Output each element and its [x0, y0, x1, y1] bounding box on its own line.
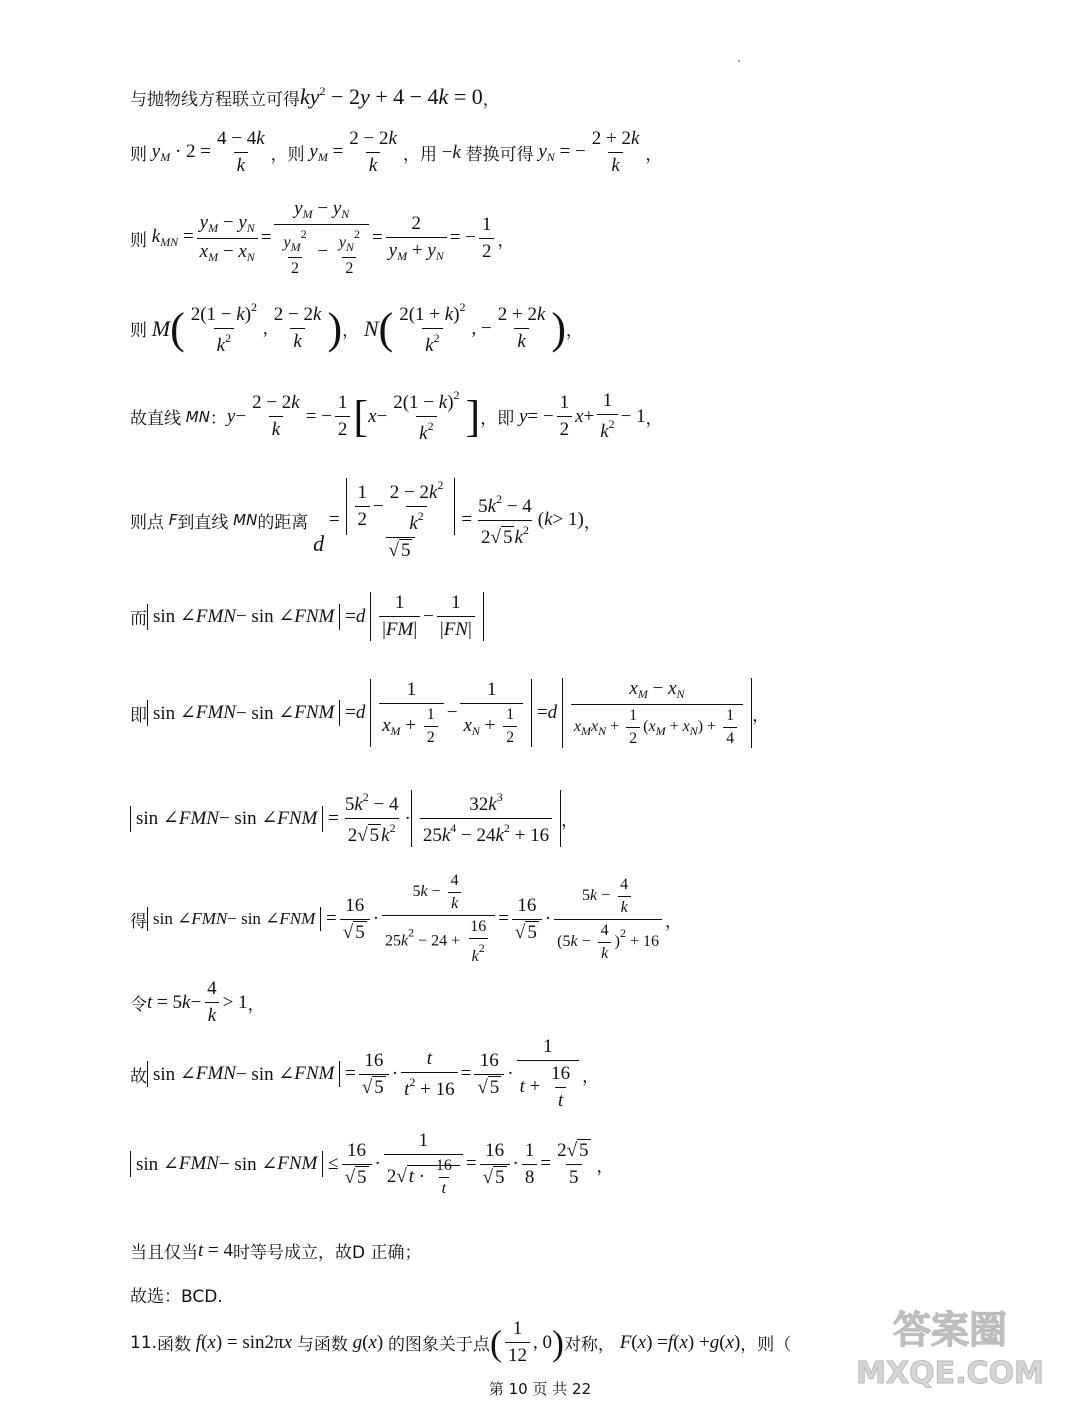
solution-line-15	[130, 1282, 223, 1307]
text: 的距离	[257, 512, 309, 533]
solution-line-4: 则 M ( $\frac{2(1 - k)^2}{k^2}$ , $\frac{2 - 2k}{k}$ ) ， N ( $\frac{2(1 + k)^2}{k^2}$ , − $\frac{2 + 2k}{k}$ ) ，	[130, 300, 584, 356]
equation: $y_M$ =	[309, 140, 344, 164]
text: 当且仅当	[130, 1243, 198, 1263]
text: 令	[130, 995, 147, 1015]
text: 即	[130, 705, 147, 726]
text: 得	[130, 911, 147, 932]
text: 时等号成立，故D 正确；	[233, 1243, 422, 1263]
solution-line-3: 则 $k_{MN}$ = $\frac{y_M - y_N}{x_M - x_N}$ = $y_M - y_N$ $\frac{y_M^2}{2}$ − $\frac{y_N^2}{2}$ = $\frac{2}{y_M + y_N}$ = − $\frac{1}{2}$ ，	[130, 198, 515, 277]
page-footer: 第 10 页 共 22	[488, 1380, 592, 1398]
text: F	[168, 511, 178, 529]
equation: $y_M \cdot 2$ =	[151, 140, 211, 164]
text: 故	[130, 1066, 147, 1087]
solution-line-1: 与抛物线方程联立可得 $ky^2 - 2y + 4 - 4k = 0$ ，	[130, 84, 500, 110]
solution-line-11: 令 t = 5 k − $\frac{4}{k}$ > 1 ，	[130, 978, 265, 1026]
text: ，用	[402, 145, 437, 165]
text: MN	[233, 511, 258, 529]
text: 则	[130, 230, 147, 251]
svg-text:答案圈: 答案圈	[892, 1308, 1008, 1352]
text: 函数	[157, 1335, 192, 1355]
text: 而	[130, 609, 147, 629]
solution-line-10: 得 sin ∠ FMN − sin ∠ FNM = $\frac{16}{√ 5}$ · 5k − $\frac{4}{k}$ $25k^2 - 24$ + $\frac{16}{k^2}$ = $\frac{16}{√ 5}$ · 5k − $\frac{4}{k}$ (5k − $\frac{4}{k}$ )$^2$ + 16 ，	[130, 872, 682, 965]
equation: $y_N$ = −	[538, 140, 586, 164]
text: 故直线	[130, 409, 181, 429]
text: 到直线	[177, 512, 229, 533]
text: 的图象关于点	[387, 1335, 490, 1355]
solution-line-12: 故 sin ∠ FMN − sin ∠ FNM = $\frac{16}{√ 5}$ · $\frac{t}{t^2 + 16}$ = $\frac{16}{√ 5}$ · 1 t + $\frac{16}{t}$ ，	[130, 1036, 600, 1111]
text: ，则	[270, 145, 305, 165]
equation: $k_{MN}$ =	[151, 226, 194, 249]
fraction: $\frac{4 - 4k}{k}$	[216, 128, 265, 176]
text: ，即	[480, 409, 515, 429]
solution-line-6: 则点 F 到直线 MN 的距离 d = $\frac{1}{2}$ − $\frac{2 - 2k^2}{k^2}$ √ 5 = $\frac{5k^2 - 4}{2√ 5 k^2}$ ( k > 1) ，	[130, 478, 601, 561]
text: 替换可得	[465, 145, 534, 165]
solution-line-2: 则 $y_M \cdot 2$ = $\frac{4 - 4k}{k}$ ，则 $y_M$ = $\frac{2 - 2k}{k}$ ，用 − k 替换可得 $y_N$ = − $\frac{2 + 2k}{k}$ ，	[130, 128, 663, 176]
solution-line-8: 即 sin ∠ FMN − sin ∠ FNM = d 1 $x_M$ + $\frac{1}{2}$ − 1 $x_N$ + $\frac{1}{2}$ = d $x_M - x_N$ $x_Mx_N$ + $\frac{1}{2}$ $(x_M + x_N)$ + $\frac{1}{4}$ ，	[130, 678, 770, 747]
text: ，则（	[740, 1335, 792, 1355]
fraction: $\frac{2 + 2k}{k}$	[591, 128, 640, 176]
text: 对称，	[563, 1335, 615, 1355]
text: 与函数	[296, 1335, 348, 1355]
text: ：	[209, 409, 227, 429]
text: 则	[130, 321, 147, 341]
solution-line-5: 故直线 MN ： y − $\frac{2 - 2k}{k}$ = − $\frac{1}{2}$ [ x − $\frac{2(1 - k)^2}{k^2}$ ] ，即 y = − $\frac{1}{2}$ x + $\frac{1}{k^2}$ − 1 ，	[130, 388, 663, 444]
solution-line-13: sin ∠ FMN − sin ∠ FNM ≤ $\frac{16}{√ 5}$ · 1 2√ t · $\frac{16}{t}$ = $\frac{16}{√ 5}$ · $\frac{1}{8}$ = $\frac{2√ 5}{5}$ ，	[130, 1130, 614, 1198]
text: 故选：BCD.	[130, 1287, 223, 1307]
text: MN	[185, 407, 210, 426]
question-11: 11. 函数 f ( x ) = sin2π x 与函数 g ( x ) 的图象关于点 ( $\frac{1}{12}$ , 0 ) 对称， F ( x ) = f ( x ) + g ( x ) ，则（	[130, 1318, 792, 1366]
text: 与抛物线方程联立可得	[130, 89, 300, 110]
solution-line-7: 而 sin ∠ FMN − sin ∠ FNM = d $\frac{1}{|FM|}$ − $\frac{1}{|FN|}$	[130, 592, 484, 641]
question-number: 11.	[130, 1332, 158, 1353]
solution-line-14: 当且仅当 t = 4 时等号成立，故D 正确；	[130, 1239, 422, 1263]
solution-line-9: sin ∠ FMN − sin ∠ FNM = $\frac{5k^2 - 4}{2√ 5 k^2}$ · $\frac{32k^3}{25k^4 - 24k^2 + 16}$ ，	[130, 790, 578, 847]
text: 则点	[130, 512, 164, 533]
fraction: $\frac{2 - 2k}{k}$	[349, 128, 397, 176]
svg-text:MXQE.COM: MXQE.COM	[856, 1356, 1044, 1391]
equation: $ky^2 - 2y + 4 - 4k = 0$	[300, 84, 483, 109]
text: 则	[130, 145, 147, 165]
speck	[738, 60, 740, 62]
